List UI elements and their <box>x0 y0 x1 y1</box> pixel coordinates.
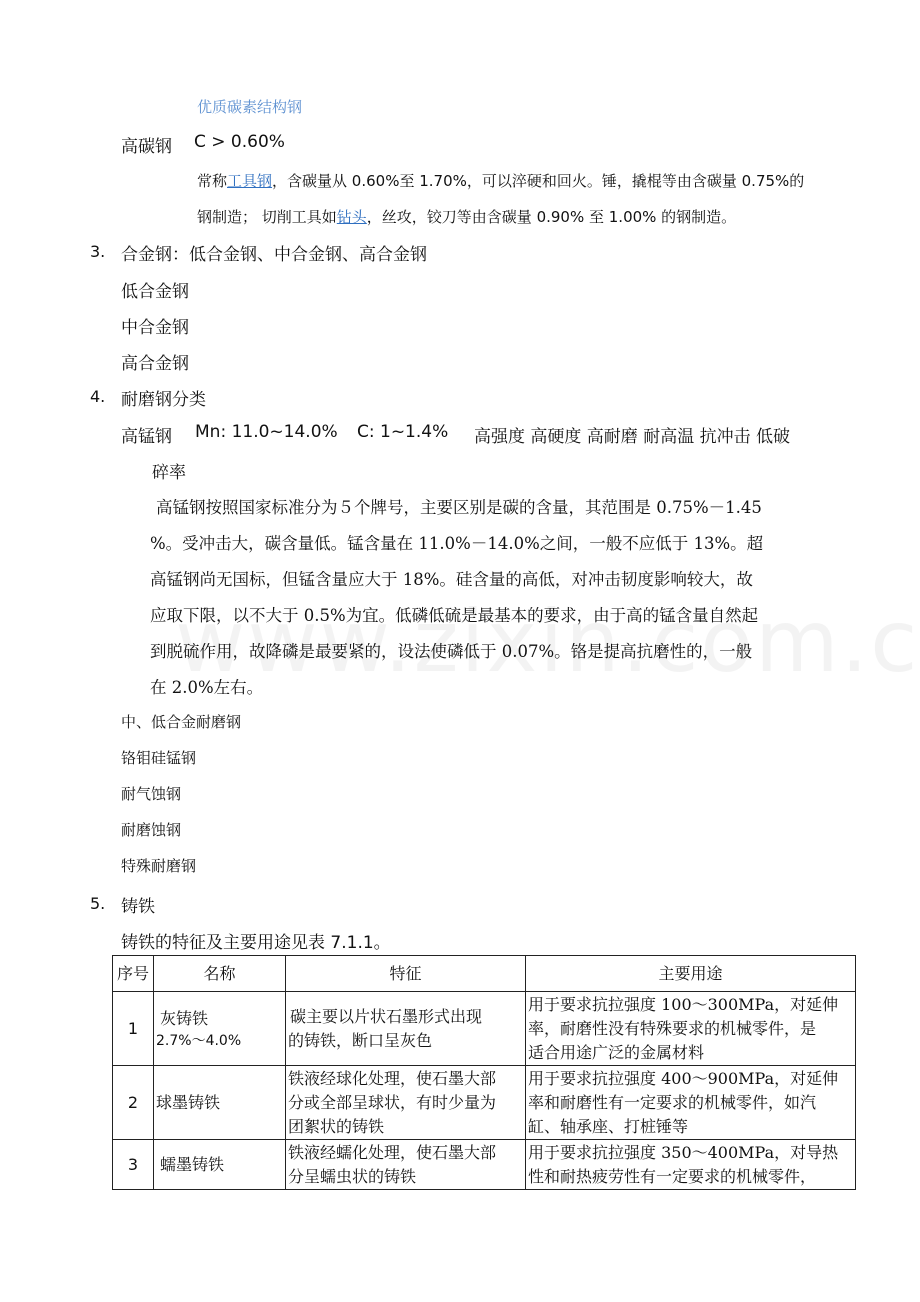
alloy-steel-item: 高合金钢 <box>121 354 189 374</box>
name-cell <box>154 992 286 1066</box>
use-line: 性和耐热疲劳性有一定要求的机械零件， <box>528 1166 817 1186</box>
high-manganese-c: C: 1~1.4% <box>357 422 449 442</box>
high-manganese-properties-cont: 碎率 <box>152 463 186 483</box>
subheading-quality-carbon-steel: 优质碳素结构钢 <box>197 98 303 116</box>
use-line: 用于要求抗拉强度 100～300MPa，对延伸 <box>528 994 839 1014</box>
cast-iron-table <box>112 955 856 1190</box>
header-cell: 主要用途 <box>526 956 856 992</box>
section-3-title: 合金钢：低合金钢、中合金钢、高合金钢 <box>121 245 427 265</box>
high-manganese-label: 高锰钢 <box>121 427 172 447</box>
header-cell: 特征 <box>286 956 526 992</box>
header-cell: 序号 <box>113 956 154 992</box>
use-cell <box>526 1066 856 1140</box>
feature-line: 铁液经球化处理，使石墨大部 <box>288 1068 497 1088</box>
feature-line: 分或全部呈球状，有时少量为 <box>288 1092 497 1112</box>
section-5-title: 铸铁 <box>121 897 155 917</box>
wear-steel-item: 中、低合金耐磨钢 <box>121 713 242 731</box>
feature-line: 碳主要以片状石墨形式出现 <box>290 1006 483 1026</box>
feature-line: 团絮状的铸铁 <box>288 1116 385 1136</box>
high-carbon-label: 高碳钢 <box>121 137 172 157</box>
paragraph-line: 应取下限，以不大于 0.5%为宜。低磷低硫是最基本的要求，由于高的锰含量自然起 <box>150 606 759 625</box>
desc-text: ，含碳量从 0.60%至 1.70%，可以淬硬和回火。锤，撬棍等由含碳量 0.75%的 <box>272 172 805 190</box>
header-cell: 名称 <box>154 956 286 992</box>
name-cell <box>154 1140 286 1190</box>
table-intro: 铸铁的特征及主要用途见表 7.1.1。 <box>121 933 391 953</box>
name-cell <box>154 1066 286 1140</box>
table-row <box>113 1066 856 1140</box>
table-row <box>113 992 856 1066</box>
paragraph-line: 到脱硫作用，故降磷是最要紧的，设法使磷低于 0.07%。铬是提高抗磨性的，一般 <box>150 642 753 661</box>
high-carbon-content: C > 0.60% <box>194 132 285 152</box>
feature-cell <box>286 1140 526 1190</box>
iron-name: 球墨铸铁 <box>156 1092 221 1112</box>
table-header-row <box>113 956 856 992</box>
feature-line: 铁液经蠕化处理，使石墨大部 <box>288 1142 497 1162</box>
feature-line: 的铸铁，断口呈灰色 <box>288 1030 433 1050</box>
high-carbon-desc-line-1 <box>197 170 804 191</box>
tool-steel-link[interactable]: 工具钢 <box>227 172 273 190</box>
section-5-number: 5. <box>90 894 106 913</box>
use-line: 适合用途广泛的金属材料 <box>528 1042 705 1062</box>
wear-steel-item: 耐磨蚀钢 <box>121 821 182 839</box>
high-manganese-properties: 高强度 高硬度 高耐磨 耐高温 抗冲击 低破 <box>474 427 791 447</box>
iron-name: 灰铸铁 <box>160 1008 209 1028</box>
wear-steel-item: 铬钼硅锰钢 <box>121 749 197 767</box>
row-number: 1 <box>113 992 154 1066</box>
paragraph-line: 高锰钢按照国家标准分为５个牌号，主要区别是碳的含量，其范围是 0.75%－1.45 <box>156 498 762 517</box>
feature-line: 分呈蠕虫状的铸铁 <box>288 1166 417 1186</box>
alloy-steel-item: 中合金钢 <box>121 318 189 338</box>
iron-name: 蠕墨铸铁 <box>160 1154 225 1174</box>
section-3-number: 3. <box>90 242 106 261</box>
drill-link[interactable]: 钻头 <box>336 208 367 226</box>
table-row <box>113 1140 856 1190</box>
row-number: 2 <box>113 1066 154 1140</box>
use-line: 用于要求抗拉强度 400～900MPa，对延伸 <box>528 1068 839 1088</box>
feature-cell <box>286 992 526 1066</box>
use-line: 率和耐磨性有一定要求的机械零件，如汽 <box>528 1092 817 1112</box>
high-manganese-mn: Mn: 11.0~14.0% <box>195 422 338 442</box>
high-manganese-paragraph <box>150 490 840 706</box>
paragraph-line: %。受冲击大，碳含量低。锰含量在 11.0%－14.0%之间，一般不应低于 13%。超 <box>150 534 764 553</box>
wear-steel-item: 特殊耐磨钢 <box>121 857 197 875</box>
desc-text: 钢制造； 切削工具如 <box>197 208 337 226</box>
section-4-number: 4. <box>90 387 106 406</box>
use-line: 缸、轴承座、打桩锤等 <box>528 1116 689 1136</box>
use-cell <box>526 992 856 1066</box>
wear-steel-item: 耐气蚀钢 <box>121 785 182 803</box>
use-line: 率，耐磨性没有特殊要求的机械零件，是 <box>528 1018 817 1038</box>
high-carbon-desc-line-2 <box>197 206 736 227</box>
use-cell <box>526 1140 856 1190</box>
paragraph-line: 在 2.0%左右。 <box>150 678 264 697</box>
iron-carbon-range: 2.7%～4.0% <box>156 1032 242 1049</box>
paragraph-line: 高锰钢尚无国标，但锰含量应大于 18%。硅含量的高低，对冲击韧度影响较大，故 <box>150 570 753 589</box>
row-number: 3 <box>113 1140 154 1190</box>
desc-text: ，丝攻，铰刀等由含碳量 0.90% 至 1.00% 的钢制造。 <box>366 208 737 226</box>
section-4-title: 耐磨钢分类 <box>121 390 206 410</box>
use-line: 用于要求抗拉强度 350～400MPa，对导热 <box>528 1142 839 1162</box>
feature-cell <box>286 1066 526 1140</box>
alloy-steel-item: 低合金钢 <box>121 282 189 302</box>
desc-text: 常称 <box>197 172 228 190</box>
